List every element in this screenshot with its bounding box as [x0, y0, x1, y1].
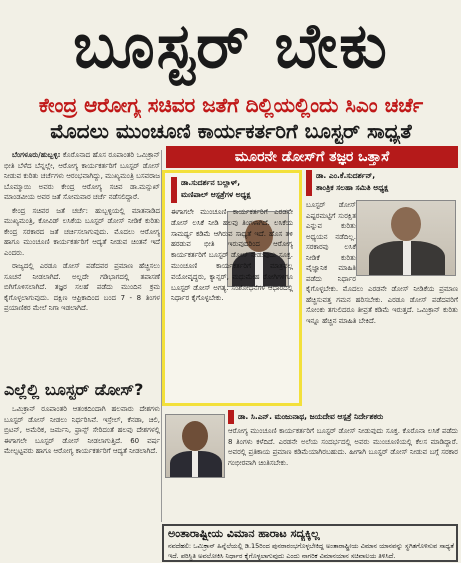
article-paragraph: ಕೊರೊನಾದ ಹೊಸ ರೂಪಾಂತರಿ ಒಮಿಕ್ರಾನ್ ಭೀತಿ ಬೆಳೆದ ಬೆನ್ನಲ್ಲೇ, ಆರೋಗ್ಯ ಕಾರ್ಯಕರ್ತರಿಗೆ ಬೂಸ್ಟರ್ ಡೋಸ್ ನೀಡುವ ಕುರಿತು ಚರ್ಚೆಗಳು ಆರಂಭವಾಗಿದ್ದು, ಮುಖ್ಯಮಂತ್ರಿ ಬಸವರಾಜ ಬೊಮ್ಮಾಯಿ ಅವರು ಕೇಂದ್ರ ಆರೋಗ್ಯ ಸಚಿವ ಡಾ.ಮನ್ಸುಖ್ ಮಾಂಡವೀಯ ಅವರ ಜತೆ ಸೋಮವಾರ ಚರ್ಚೆ ನಡೆಸಲಿದ್ದಾರೆ. [4, 151, 160, 201]
expert-title: ತಾಂತ್ರಿಕ ಸಲಹಾ ಸಮಿತಿ ಅಧ್ಯಕ್ಷ [316, 183, 389, 192]
bottom-title: ಅಂತಾರಾಷ್ಟ್ರೀಯ ವಿಮಾನ ಹಾರಾಟ ಸದ್ಯಕ್ಕಿಲ್ಲ [168, 527, 320, 540]
bottom-text: ನವದೆಹಲಿ: ಒಮಿಕ್ರಾನ್ ಹಿನ್ನೆಲೆಯಲ್ಲಿ ಡಿ.15ರಿಂದ ಪುನರಾರಂಭಗೊಳ್ಳಬೇಕಿದ್ದ ಅಂತಾರಾಷ್ಟ್ರೀಯ ವಿಮಾನ ಯಾನವನ್ನು ಸ್ಥಗಿತಗೊಳಿಸುವ ಸಾಧ್ಯತೆ ಇದೆ. ಪರಿಸ್ಥಿತಿ ಅವಲೋಕಿಸಿ ನಿರ್ಧಾರ ಕೈಗೊಳ್ಳಲಾಗುವುದು ಎಂದು ನಾಗರಿಕ ವಿಮಾನಯಾನ ಸಚಿವಾಲಯ ತಿಳಿಸಿದೆ. [168, 542, 454, 560]
left-column-article [4, 150, 160, 372]
quote-text [171, 207, 293, 403]
quote-name: ಡಾ.ಸುದರ್ಶನ ಬಲ್ಲಾಳ್, [181, 178, 241, 187]
article-paragraph: ಒಮಿಕ್ರಾನ್ ರೂಪಾಂತರಿ ಆತಂಕದಿಂದಾಗಿ ಹಲವಾರು ದೇಶಗಳು ಬೂಸ್ಟರ್ ಡೋಸ್ ನೀಡಲು ನಿರ್ಧರಿಸಿವೆ. ಇಸ್ರೇಲ್, ಕೆನಡಾ, ಚಿಲಿ, ಬ್ರಿಟನ್, ಅಮೆರಿಕ, ಜರ್ಮನಿ, ಫ್ರಾನ್ಸ್ ಸೇರಿದಂತೆ ಹಲವು ದೇಶಗಳಲ್ಲಿ ಈಗಾಗಲೇ ಬೂಸ್ಟರ್ ಡೋಸ್ ನೀಡಲಾಗುತ್ತಿದೆ. 60 ವರ್ಷ ಮೇಲ್ಪಟ್ಟವರು ಹಾಗೂ ಆರೋಗ್ಯ ಕಾರ್ಯಕರ್ತರಿಗೆ ಆದ್ಯತೆ ನೀಡಲಾಗಿದೆ. [4, 405, 160, 455]
quote-title: ಮಣಿಪಾಲ್ ಆಸ್ಪತ್ರೆಗಳ ಅಧ್ಯಕ್ಷ [181, 190, 251, 199]
quote-body: ಈಗಾಗಲೇ ಮುಂಚೂಣಿ ಕಾರ್ಯಕರ್ತರಿಗೆ ಎರಡನೇ ಡೋಸ್ ಲಸಿಕೆ ನೀಡಿ ಹಲವು ತಿಂಗಳಾಗಿದೆ. ಲಸಿಕೆಯ ಸಾಮರ್ಥ್ಯ ಕಡಿಮೆ ಆಗಿರುವ ಸಾಧ್ಯತೆ ಇದೆ. ಹೊಸ ತಳಿ ಹರಡುವ ಭೀತಿ ಇರುವುದರಿಂದ ಆರೋಗ್ಯ ಕಾರ್ಯಕರ್ತರಿಗೆ ಬೂಸ್ಟರ್ ಡೋಸ್ ನೀಡುವುದು ಸೂಕ್ತ. ಮುಂಚೂಣಿ ಕಾರ್ಯಕರ್ತರಿಗೆ ಮಾತ್ರವಲ್ಲ ವಯೋವೃದ್ಧರು, ಕ್ಯಾನ್ಸರ್, ಮಧುಮೇಹ ರೋಗಿಗಳಿಗೂ ಬೂಸ್ಟರ್ ಡೋಸ್ ಅಗತ್ಯ. ಸಂಶೋಧನೆಗಳ ಆಧಾರದಲ್ಲಿ ನಿರ್ಧಾರ ಕೈಗೊಳ್ಳಬೇಕು. [171, 208, 293, 303]
section-heading-text: ಎಲ್ಲೆಲ್ಲಿ ಬೂಸ್ಟರ್ ಡೋಸ್? [4, 380, 144, 399]
expert-attribution-sudarshan [306, 170, 458, 196]
where-booster-article [4, 404, 160, 522]
expert-text-manjunath: ಆರೋಗ್ಯ ಮುಂಚೂಣಿ ಕಾರ್ಯಕರ್ತರಿಗೆ ಬೂಸ್ಟರ್ ಡೋಸ್ ನೀಡುವುದು ಸೂಕ್ತ. ಕೊರೊನಾ ಲಸಿಕೆ ಪಡೆದು 8 ತಿಂಗಳು ಕಳೆದಿದೆ. ಎರಡನೇ ಅಲೆಯ ಸಂದರ್ಭದಲ್ಲಿ ಅವರು ಮುಂಚೂಣಿಯಲ್ಲಿ ಕೆಲಸ ಮಾಡಿದ್ದಾರೆ. ಅವರಲ್ಲಿ ಪ್ರತಿಕಾಯ ಪ್ರಮಾಣ ಕಡಿಮೆಯಾಗಿರಬಹುದು. ಹೀಗಾಗಿ ಬೂಸ್ಟರ್ ಡೋಸ್ ನೀಡುವ ಬಗ್ಗೆ ಸರಕಾರ ಗಂಭೀರವಾಗಿ ಚಿಂತಿಸಬೇಕು. [228, 427, 458, 467]
article-paragraph: ರಾಜ್ಯದಲ್ಲಿ ಎರಡೂ ಡೋಸ್ ಪಡೆದವರ ಪ್ರಮಾಣ ಹೆಚ್ಚಿಸಲು ಸೂಚನೆ ನೀಡಲಾಗಿದೆ. ಅಲ್ಲದೇ ಗಡಿಭಾಗದಲ್ಲಿ ತಪಾಸಣೆ ಬಿಗಿಗೊಳಿಸಲಾಗಿದೆ. ತಜ್ಞರ ಸಲಹೆ ಪಡೆದು ಮುಂದಿನ ಕ್ರಮ ಕೈಗೊಳ್ಳಲಾಗುವುದು. ದಕ್ಷಿಣ ಆಫ್ರಿಕಾದಿಂದ ಬಂದ 7 - 8 ತಿಂಗಳ ಪ್ರಯಾಣಿಕರ ಮೇಲೆ ನಿಗಾ ಇಡಲಾಗಿದೆ. [4, 262, 160, 312]
bottom-news-box [162, 524, 458, 562]
expert-body: ಬೂಸ್ಟರ್ ಡೋಸ್ ಎಷ್ಟರಮಟ್ಟಿಗೆ ಸುರಕ್ಷಿತ ಎನ್ನುವ ಕುರಿತು ಅಧ್ಯಯನ ನಡೆದಿಲ್ಲ. ಸರಕಾರವು ಲಸಿಕೆ ನೀಡಿಕೆ ಕುರಿತು ವೈಜ್ಞಾನಿಕ ಮಾಹಿತಿ ಪಡೆದು ನಿರ್ಧಾರ ಕೈಗೊಳ್ಳಬೇಕು. ಮೊದಲು ಎರಡನೇ ಡೋಸ್ ನೀಡಿಕೆಯ ಪ್ರಮಾಣ ಹೆಚ್ಚಿಸುವತ್ತ ಗಮನ ಹರಿಸಬೇಕು. ಎರಡೂ ಡೋಸ್ ಪಡೆದವರಿಗೆ ಸೋಂಕು ತಗುಲಿದರೂ ತೀವ್ರತೆ ಕಡಿಮೆ ಇರುತ್ತದೆ. ಒಮಿಕ್ರಾನ್ ಕುರಿತು ಇನ್ನೂ ಹೆಚ್ಚಿನ ಮಾಹಿತಿ ಬೇಕಿದೆ. [306, 201, 458, 325]
quote-box-ballal [162, 170, 302, 406]
portrait-photo-manjunath [165, 414, 225, 478]
article-paragraph: ಕೇಂದ್ರ ಸಚಿವರ ಜತೆ ಚರ್ಚೆ: ಹುಬ್ಬಳ್ಳಿಯಲ್ಲಿ ಮಾತನಾಡಿದ ಮುಖ್ಯಮಂತ್ರಿ, ಕೋವಿಡ್ ಲಸಿಕೆಯ ಬೂಸ್ಟರ್ ಡೋಸ್ ನೀಡಿಕೆ ಕುರಿತು ಕೇಂದ್ರ ಸರಕಾರದ ಜತೆ ಚರ್ಚಿಸಲಾಗುವುದು. ಮೊದಲು ಆರೋಗ್ಯ ಹಾಗೂ ಮುಂಚೂಣಿ ಕಾರ್ಯಕರ್ತರಿಗೆ ಆದ್ಯತೆ ನೀಡುವ ಚಿಂತನೆ ಇದೆ ಎಂದರು. [4, 206, 160, 257]
expert-name: ಡಾ. ಎಂ.ಕೆ.ಸುದರ್ಶನ್, [316, 171, 376, 180]
expert-text [306, 200, 458, 396]
section-banner: ಮೂರನೇ ಡೋಸ್‌ಗೆ ತಜ್ಞರ ಒತ್ತಾಸೆ [166, 146, 458, 168]
section-heading-where-booster [4, 378, 160, 402]
subheadline-black: ಮೊದಲು ಮುಂಚೂಣಿ ಕಾರ್ಯಕರ್ತರಿಗೆ ಬೂಸ್ಟರ್ ಸಾಧ್ಯತೆ [50, 119, 412, 143]
subheadline-red: ಕೇಂದ್ರ ಆರೋಗ್ಯ ಸಚಿವರ ಜತೆಗೆ ದಿಲ್ಲಿಯಲ್ಲಿಂದು ಸಿಎಂ ಚರ್ಚೆ [38, 93, 424, 117]
dateline: ಬೆಂಗಳೂರು/ಹುಬ್ಬಳ್ಳಿ: [12, 151, 61, 159]
expert-attribution-manjunath: ಡಾ. ಸಿ.ಎನ್. ಮಂಜುನಾಥ, ಜಯದೇವ ಆಸ್ಪತ್ರೆ ನಿರ್ದೇಶಕರು [228, 410, 458, 424]
quote-attribution [171, 177, 295, 203]
headline: ಬೂಸ್ಟರ್ ಬೇಕು [73, 9, 389, 82]
